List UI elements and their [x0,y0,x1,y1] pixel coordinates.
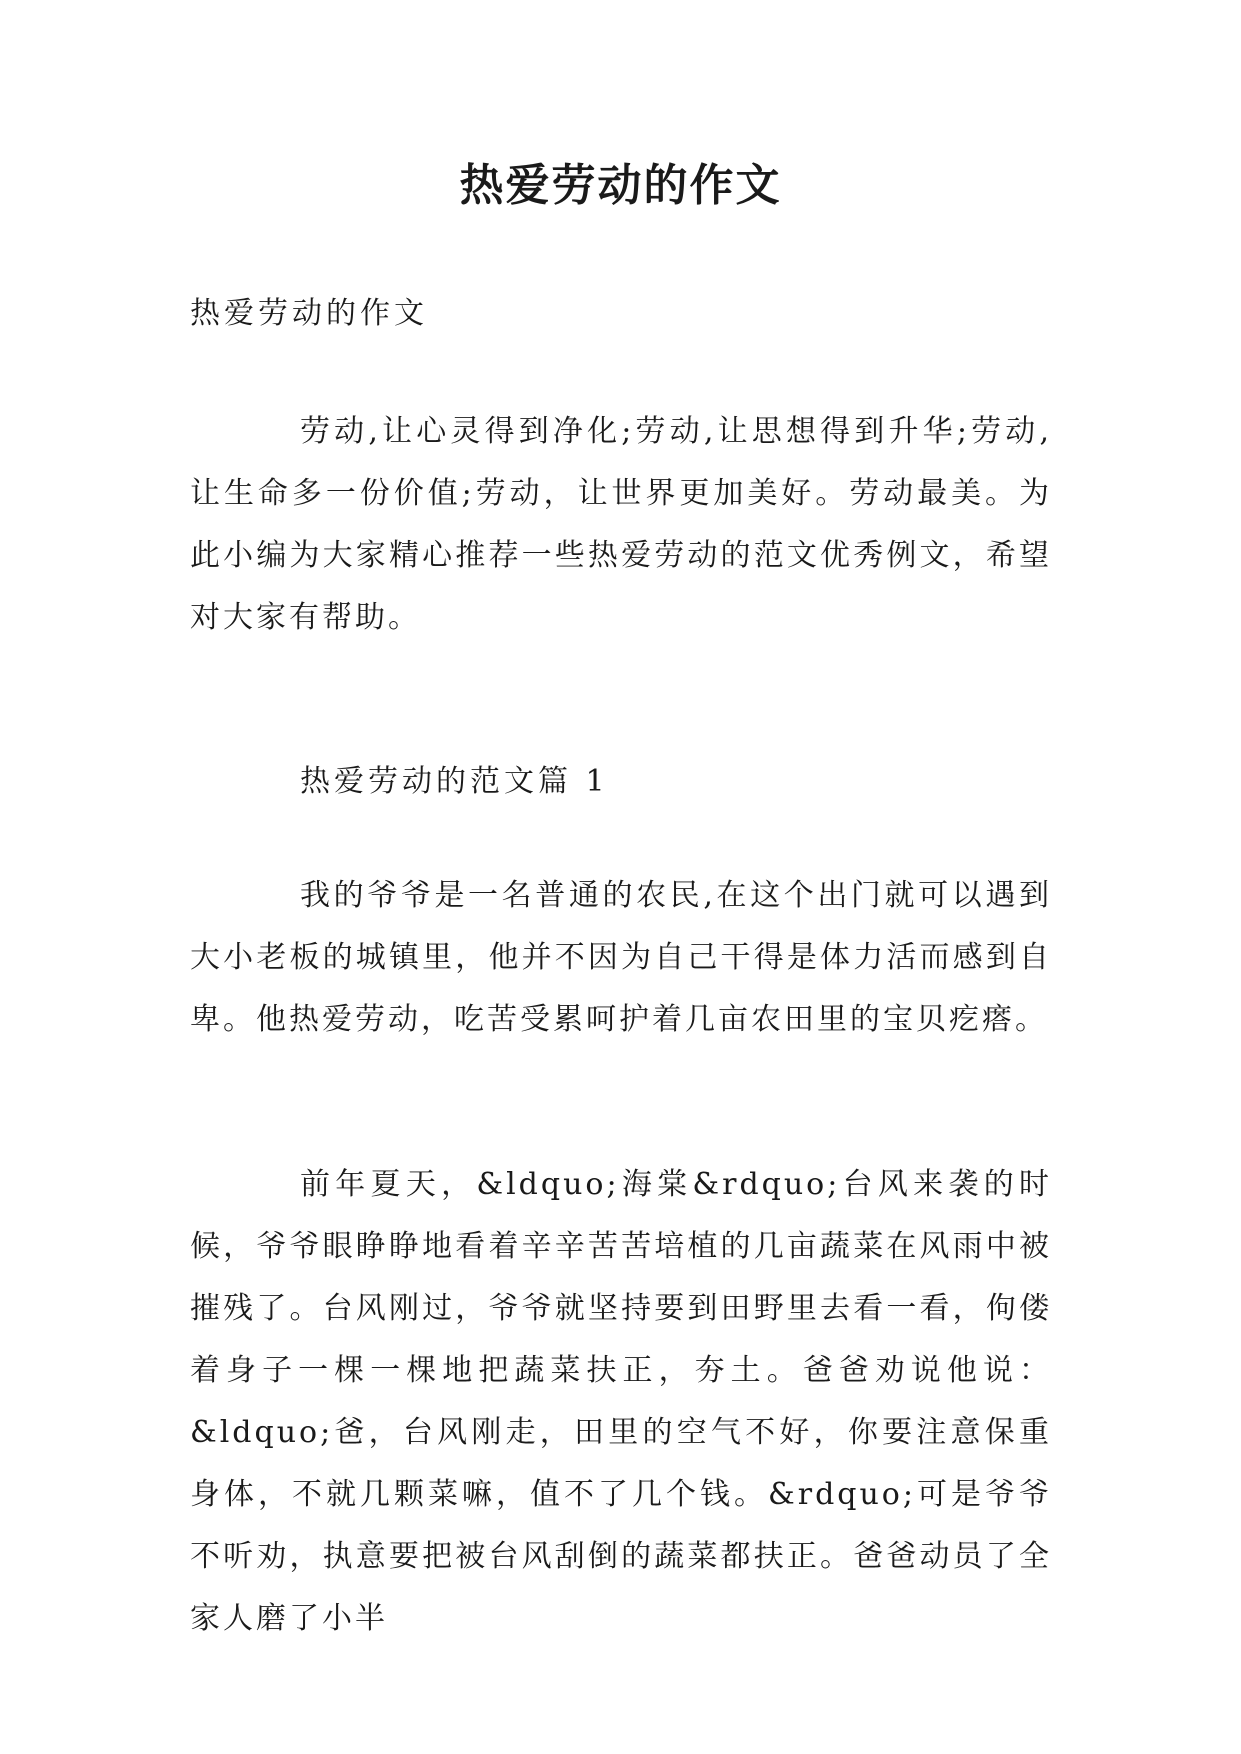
intro-paragraph: 劳动,让心灵得到净化;劳动,让思想得到升华;劳动,让生命多一份价值;劳动，让世界更加美好。劳动最美。为此小编为大家精心推荐一些热爱劳动的范文优秀例文，希望对大家有帮助。 [190,414,1052,635]
body-paragraph-1: 我的爷爷是一名普通的农民,在这个出门就可以遇到大小老板的城镇里，他并不因为自己干得是体力活而感到自卑。他热爱劳动，吃苦受累呵护着几亩农田里的宝贝疙瘩。 [190,878,1052,1037]
body-paragraph-2: 前年夏天，&ldquo;海棠&rdquo;台风来袭的时候，爷爷眼睁睁地看着辛辛苦苦培植的几亩蔬菜在风雨中被摧残了。台风刚过，爷爷就坚持要到田野里去看一看，佝偻着身子一棵一棵地把蔬菜扶正，夯土。爸爸劝说他说：&ldquo;爸，台风刚走，田里的空气不好，你要注意保重身体，不就几颗菜嘛，值不了几个钱。&rdquo;可是爷爷不听劝，执意要把被台风刮倒的蔬菜都扶正。爸爸动员了全家人磨了小半 [190,1167,1052,1636]
document-title: 热爱劳动的作文 [459,160,782,211]
document-subtitle: 热爱劳动的作文 [190,296,428,331]
section-heading: 热爱劳动的范文篇 1 [300,764,609,799]
